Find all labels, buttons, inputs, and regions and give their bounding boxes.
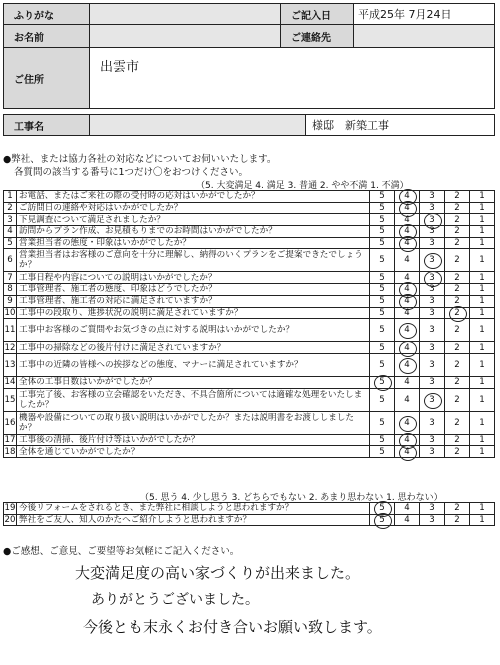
score-value: 4: [404, 203, 410, 214]
score-option-5[interactable]: [370, 214, 395, 226]
score-value: 1: [479, 359, 485, 370]
score-option-4[interactable]: [395, 514, 420, 526]
score-value: 5: [379, 515, 385, 526]
score-value: 4: [404, 394, 410, 405]
score-option-5[interactable]: [370, 376, 395, 388]
date-label: ご記入日: [281, 4, 354, 25]
score-value: 3: [429, 377, 435, 388]
question-number: 16: [4, 411, 17, 434]
score-value: 3: [429, 307, 435, 318]
score-option-1[interactable]: [470, 503, 495, 515]
question-text: お電話、またはご来社の際の受付時の応対はいかがでしたか？: [17, 191, 370, 203]
questions-table-2: [3, 502, 495, 526]
score-value: 3: [429, 203, 435, 214]
score-option-4[interactable]: [395, 411, 420, 434]
question-text: 営業担当者の態度・印象はいかがでしたか？: [17, 237, 370, 249]
score-value: 2: [454, 434, 460, 445]
score-value: 2: [454, 394, 460, 405]
work-label: 工事名: [4, 115, 90, 136]
score-value: 1: [479, 272, 485, 283]
question-number: 14: [4, 377, 16, 388]
score-option-2[interactable]: [445, 319, 470, 342]
score-option-5[interactable]: [370, 202, 395, 214]
question-text: 工事日程や内容についての説明はいかがでしたか？: [17, 272, 370, 284]
score-value: 1: [479, 191, 485, 202]
question-number: 10: [4, 307, 16, 318]
selected-circle-mark: [399, 445, 417, 461]
question-text: 工事中の段取り、進捗状況の説明に満足されていますか？: [17, 307, 370, 319]
score-option-2[interactable]: [445, 237, 470, 249]
score-value: 5: [379, 272, 385, 283]
score-value: 2: [454, 191, 460, 202]
score-value: 1: [479, 377, 485, 388]
question-number: 18: [4, 446, 16, 457]
question-row: [4, 237, 495, 249]
score-option-1[interactable]: [470, 307, 495, 319]
question-number: 11: [4, 319, 17, 342]
score-value: 5: [379, 214, 385, 225]
score-option-4[interactable]: [395, 237, 420, 249]
comment-line-1: 大変満足度の高い家づくりが出来ました。: [75, 564, 361, 582]
score-value: 3: [429, 214, 435, 225]
question-number: 4: [4, 226, 17, 238]
question-row: [4, 353, 495, 376]
score-value: 2: [454, 503, 460, 514]
question-row: [4, 295, 495, 307]
score-option-3[interactable]: [420, 411, 445, 434]
question-text: 営業担当者はお客様のご意向を十分に理解し、納得のいくプランをご提案できたでしょうか？: [17, 249, 370, 272]
score-value: 5: [379, 417, 385, 428]
score-option-1[interactable]: [470, 319, 495, 342]
score-value: 4: [404, 307, 410, 318]
score-option-2[interactable]: [445, 272, 470, 284]
score-value: 4: [404, 503, 410, 514]
score-value: 1: [479, 284, 485, 295]
score-value: 3: [429, 434, 435, 445]
score-value: 5: [379, 203, 385, 214]
score-value: 2: [454, 284, 460, 295]
intro-line2: 各質問の該当する番号に1つだけ〇をおつけください。: [14, 167, 248, 178]
furigana-field: [90, 4, 281, 25]
score-value: 3: [429, 272, 435, 283]
question-number: 7: [4, 272, 17, 284]
score-value: 3: [429, 515, 435, 526]
question-row: [4, 342, 495, 354]
score-value: 2: [454, 226, 460, 237]
score-value: 4: [404, 284, 410, 295]
question-number: 3: [4, 214, 17, 226]
score-option-4[interactable]: [395, 295, 420, 307]
question-text: 工事完了後、お客様の立会確認をいただき、不具合箇所については適確な処理をいたしましたか？: [17, 388, 370, 411]
question-number: 12: [4, 342, 16, 353]
score-option-2[interactable]: [445, 446, 470, 458]
score-value: 1: [479, 214, 485, 225]
score-option-5[interactable]: [370, 237, 395, 249]
question-row: [4, 226, 495, 238]
score-option-2[interactable]: [445, 434, 470, 446]
furigana-label: ふりがな: [4, 4, 90, 25]
score-option-1[interactable]: [470, 284, 495, 296]
score-option-3[interactable]: [420, 249, 445, 272]
score-option-4[interactable]: [395, 202, 420, 214]
score-value: 4: [404, 255, 410, 266]
score-value: 4: [404, 446, 410, 457]
score-value: 5: [379, 238, 385, 249]
question-number: 6: [4, 249, 17, 272]
score-option-5[interactable]: [370, 514, 395, 526]
score-value: 3: [429, 446, 435, 457]
selected-circle-mark: [399, 358, 417, 374]
score-option-2[interactable]: [445, 214, 470, 226]
score-value: 3: [429, 284, 435, 295]
score-value: 4: [404, 296, 410, 307]
question-number: 2: [4, 202, 17, 214]
score-value: 2: [454, 377, 460, 388]
question-text: 工事中の近隣の皆様への挨拶などの態度、マナーに満足されていますか？: [17, 353, 370, 376]
question-text: 機器や設備についての取り扱い説明はいかがでしたか？または説明書をお渡ししましたか？: [17, 411, 370, 434]
score-option-2[interactable]: [445, 376, 470, 388]
score-option-2[interactable]: [445, 342, 470, 354]
score-option-3[interactable]: [420, 191, 445, 203]
score-option-5[interactable]: [370, 388, 395, 411]
score-value: 2: [454, 446, 460, 457]
score-option-3[interactable]: [420, 353, 445, 376]
score-option-3[interactable]: [420, 342, 445, 354]
score-option-1[interactable]: [470, 214, 495, 226]
score-option-3[interactable]: [420, 376, 445, 388]
score-option-1[interactable]: [470, 353, 495, 376]
score-value: 5: [379, 296, 385, 307]
score-option-4[interactable]: [395, 353, 420, 376]
question-text: 工事管理者、施工者の対応に満足されていますか？: [17, 295, 370, 307]
selected-circle-mark: [374, 513, 392, 529]
date-value: 平成25年 7月24日: [354, 4, 495, 25]
question-row: [4, 191, 495, 203]
question-text: 工事後の清掃、後片付け等はいかがでしたか？: [17, 434, 370, 446]
question-row: [4, 249, 495, 272]
selected-circle-mark: [399, 323, 417, 339]
score-option-1[interactable]: [470, 202, 495, 214]
question-row: [4, 446, 495, 458]
question-text: 工事中お客様のご質問やお気づきの点に対する説明はいかがでしたか？: [17, 319, 370, 342]
score-option-3[interactable]: [420, 503, 445, 515]
score-value: 1: [479, 325, 485, 336]
score-option-2[interactable]: [445, 503, 470, 515]
score-value: 2: [454, 255, 460, 266]
comments-label: ●ご感想、ご意見、ご要望等お気軽にご記入ください。: [3, 546, 240, 557]
score-value: 5: [379, 434, 385, 445]
selected-circle-mark: [399, 416, 417, 432]
intro-line1: ●弊社、または協力各社の対応などについてお伺いいたします。: [3, 154, 277, 165]
scale-legend-2: （5. 思う 4. 少し思う 3. どちらでもない 2. あまり思わない 1. 思わない）: [140, 493, 443, 503]
score-option-5[interactable]: [370, 284, 395, 296]
score-value: 5: [379, 394, 385, 405]
score-value: 2: [454, 307, 460, 318]
score-option-5[interactable]: [370, 307, 395, 319]
question-number: 5: [4, 237, 17, 249]
score-value: 2: [454, 515, 460, 526]
question-row: [4, 307, 495, 319]
comment-line-3: 今後とも末永くお付き合いお願い致します。: [83, 618, 382, 636]
score-value: 2: [454, 296, 460, 307]
question-text: 弊社をご友人、知人のかたへご紹介しようと思われますか？: [17, 514, 370, 526]
score-option-2[interactable]: [445, 226, 470, 238]
score-value: 3: [429, 342, 435, 353]
score-option-4[interactable]: [395, 319, 420, 342]
question-text: 下見調査について満足されましたか？: [17, 214, 370, 226]
score-option-4[interactable]: [395, 376, 420, 388]
question-text: 全体の工事日数はいかがでしたか？: [17, 376, 370, 388]
score-value: 5: [379, 359, 385, 370]
question-number: 15: [4, 388, 17, 411]
score-option-2[interactable]: [445, 514, 470, 526]
score-value: 1: [479, 394, 485, 405]
score-value: 4: [404, 238, 410, 249]
score-option-1[interactable]: [470, 411, 495, 434]
score-option-4[interactable]: [395, 342, 420, 354]
question-row: [4, 503, 495, 515]
score-value: 1: [479, 446, 485, 457]
score-value: 1: [479, 203, 485, 214]
score-value: 1: [479, 255, 485, 266]
score-value: 4: [404, 191, 410, 202]
customer-info-table: [3, 3, 495, 109]
score-value: 5: [379, 342, 385, 353]
score-option-1[interactable]: [470, 514, 495, 526]
score-option-3[interactable]: [420, 295, 445, 307]
score-value: 1: [479, 307, 485, 318]
score-value: 5: [379, 284, 385, 295]
question-text: 全体を通じていかがでしたか？: [17, 446, 370, 458]
score-option-1[interactable]: [470, 388, 495, 411]
selected-circle-mark: [424, 393, 442, 409]
question-text: 今後リフォームをされるとき、また弊社に相談しようと思われますか？: [17, 503, 370, 515]
score-option-5[interactable]: [370, 272, 395, 284]
work-name-table: [3, 114, 495, 136]
question-row: [4, 434, 495, 446]
questions-table: [3, 190, 495, 458]
score-option-1[interactable]: [470, 237, 495, 249]
score-value: 5: [379, 191, 385, 202]
score-option-3[interactable]: [420, 307, 445, 319]
score-value: 3: [429, 359, 435, 370]
score-value: 4: [404, 377, 410, 388]
score-value: 3: [429, 325, 435, 336]
score-value: 5: [379, 446, 385, 457]
question-row: [4, 514, 495, 526]
score-value: 5: [379, 377, 385, 388]
score-option-2[interactable]: [445, 284, 470, 296]
work-value: 様邸 新築工事: [306, 115, 495, 136]
question-number: 13: [4, 353, 17, 376]
score-option-3[interactable]: [420, 226, 445, 238]
contact-label: ご連絡先: [281, 25, 354, 48]
score-option-3[interactable]: [420, 214, 445, 226]
score-option-1[interactable]: [470, 272, 495, 284]
score-value: 5: [379, 255, 385, 266]
score-option-4[interactable]: [395, 434, 420, 446]
score-value: 5: [379, 325, 385, 336]
score-value: 2: [454, 325, 460, 336]
score-value: 3: [429, 296, 435, 307]
score-value: 2: [454, 272, 460, 283]
score-option-3[interactable]: [420, 237, 445, 249]
question-row: [4, 388, 495, 411]
score-option-3[interactable]: [420, 272, 445, 284]
question-text: ご訪問日の連絡や対応はいかがでしたか？: [17, 202, 370, 214]
score-option-2[interactable]: [445, 353, 470, 376]
score-value: 3: [429, 226, 435, 237]
question-number: 20: [4, 515, 16, 526]
score-option-2[interactable]: [445, 249, 470, 272]
score-option-1[interactable]: [470, 434, 495, 446]
score-option-1[interactable]: [470, 295, 495, 307]
score-value: 5: [379, 503, 385, 514]
score-option-3[interactable]: [420, 319, 445, 342]
score-option-3[interactable]: [420, 446, 445, 458]
score-value: 4: [404, 359, 410, 370]
work-name-field: [90, 115, 306, 136]
score-option-1[interactable]: [470, 249, 495, 272]
score-option-3[interactable]: [420, 388, 445, 411]
score-option-5[interactable]: [370, 411, 395, 434]
question-number: 17: [4, 434, 16, 445]
score-option-2[interactable]: [445, 307, 470, 319]
score-value: 1: [479, 503, 485, 514]
question-number: 9: [4, 295, 17, 307]
score-option-1[interactable]: [470, 226, 495, 238]
question-row: [4, 376, 495, 388]
score-option-5[interactable]: [370, 434, 395, 446]
score-option-2[interactable]: [445, 202, 470, 214]
address-field: [90, 48, 495, 109]
score-option-4[interactable]: [395, 446, 420, 458]
score-option-1[interactable]: [470, 191, 495, 203]
score-value: 2: [454, 417, 460, 428]
question-text: 工事管理者、施工者の態度、印象はどうでしたか？: [17, 284, 370, 296]
score-option-5[interactable]: [370, 295, 395, 307]
score-option-4[interactable]: [395, 388, 420, 411]
score-value: 1: [479, 226, 485, 237]
score-option-4[interactable]: [395, 249, 420, 272]
question-text: 訪問からプラン作成、お見積もりまでのお時間はいかがでしたか？: [17, 226, 370, 238]
score-value: 1: [479, 238, 485, 249]
address-label: ご住所: [4, 48, 90, 109]
score-option-1[interactable]: [470, 376, 495, 388]
score-option-5[interactable]: [370, 342, 395, 354]
question-row: [4, 411, 495, 434]
score-value: 2: [454, 359, 460, 370]
score-value: 5: [379, 226, 385, 237]
score-value: 5: [379, 307, 385, 318]
score-option-1[interactable]: [470, 342, 495, 354]
score-option-4[interactable]: [395, 307, 420, 319]
name-field: [90, 25, 281, 48]
question-row: [4, 284, 495, 296]
question-number: 8: [4, 284, 17, 296]
selected-circle-mark: [424, 253, 442, 269]
address-value: 出雲市: [100, 60, 140, 75]
name-label: お名前: [4, 25, 90, 48]
score-option-5[interactable]: [370, 226, 395, 238]
score-value: 1: [479, 296, 485, 307]
score-value: 3: [429, 238, 435, 249]
score-value: 4: [404, 417, 410, 428]
score-option-5[interactable]: [370, 446, 395, 458]
score-option-5[interactable]: [370, 191, 395, 203]
score-option-2[interactable]: [445, 191, 470, 203]
score-value: 3: [429, 394, 435, 405]
score-value: 4: [404, 434, 410, 445]
score-option-3[interactable]: [420, 284, 445, 296]
score-option-5[interactable]: [370, 249, 395, 272]
question-text: 工事中の掃除などの後片付けに満足されていますか？: [17, 342, 370, 354]
score-value: 2: [454, 238, 460, 249]
score-value: 4: [404, 214, 410, 225]
question-row: [4, 272, 495, 284]
score-option-4[interactable]: [395, 503, 420, 515]
score-value: 2: [454, 214, 460, 225]
question-number: 1: [4, 191, 17, 203]
scale-legend: （5. 大変満足 4. 満足 3. 普通 2. やや不満 1. 不満）: [196, 181, 409, 191]
score-value: 3: [429, 417, 435, 428]
score-value: 4: [404, 515, 410, 526]
score-option-2[interactable]: [445, 388, 470, 411]
question-row: [4, 202, 495, 214]
score-value: 4: [404, 342, 410, 353]
score-value: 4: [404, 325, 410, 336]
comments-area[interactable]: [3, 556, 495, 662]
score-value: 4: [404, 272, 410, 283]
score-value: 2: [454, 203, 460, 214]
question-number: 19: [4, 503, 16, 514]
score-value: 1: [479, 342, 485, 353]
contact-field: [354, 25, 495, 48]
score-option-2[interactable]: [445, 411, 470, 434]
score-value: 3: [429, 255, 435, 266]
score-option-5[interactable]: [370, 353, 395, 376]
question-row: [4, 319, 495, 342]
score-option-1[interactable]: [470, 446, 495, 458]
score-value: 1: [479, 417, 485, 428]
score-value: 3: [429, 191, 435, 202]
score-option-3[interactable]: [420, 514, 445, 526]
score-option-5[interactable]: [370, 319, 395, 342]
score-value: 1: [479, 434, 485, 445]
score-value: 3: [429, 503, 435, 514]
question-row: [4, 214, 495, 226]
score-value: 2: [454, 342, 460, 353]
score-option-3[interactable]: [420, 434, 445, 446]
score-value: 1: [479, 515, 485, 526]
score-value: 4: [404, 226, 410, 237]
comment-line-2: ありがとうございました。: [91, 592, 259, 608]
